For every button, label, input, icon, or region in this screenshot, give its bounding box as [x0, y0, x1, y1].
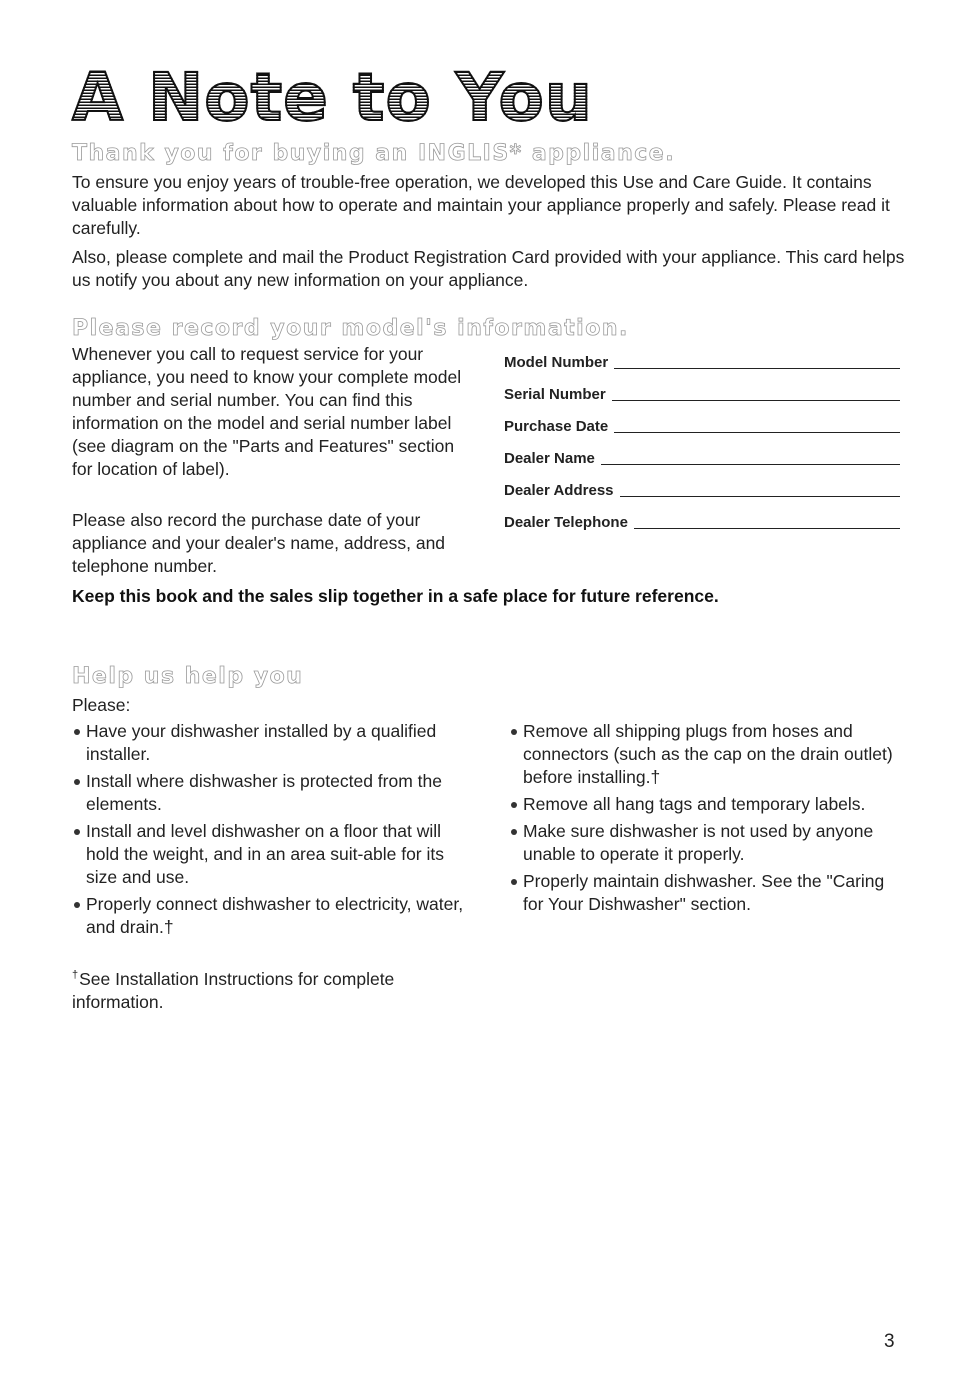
purchase-date-field[interactable]	[504, 405, 900, 437]
list-item-text: Have your dishwasher installed by a qualified installer.	[86, 721, 437, 764]
footnote-text: See Installation Instructions for complete information.	[72, 969, 395, 1012]
dealer-address-field[interactable]	[504, 469, 900, 501]
purchase-paragraph: Please also record the purchase date of your appliance and your dealer's name, address, and telephone number.	[72, 510, 446, 576]
list-item-text: Properly connect dishwasher to electricity, water, and drain.†	[86, 894, 464, 937]
field-line	[620, 495, 901, 497]
list-item-text: Install and level dishwasher on a floor that will hold the weight, and in an area suit-able for its size and use.	[86, 821, 444, 887]
list-item	[509, 793, 909, 816]
record-paragraph: Whenever you call to request service for your appliance, you need to know your complete model number and serial number. You can find this information on the model and serial number label (see diagram on the "Parts and Features" section for location of label).	[72, 344, 462, 479]
page-title: A Note to You	[72, 59, 593, 136]
list-item	[72, 770, 472, 816]
field-line	[634, 527, 900, 529]
field-line	[614, 431, 900, 433]
field-label: Purchase Date	[504, 418, 609, 435]
field-line	[614, 367, 900, 369]
field-line	[601, 463, 900, 465]
list-item	[72, 893, 472, 939]
intro-paragraph: To ensure you enjoy years of trouble-free operation, we developed this Use and Care Guide. It contains valuable information about how to operate and maintain your appliance properly and safely. Please read it carefully.	[72, 172, 890, 238]
dealer-name-field[interactable]	[504, 437, 900, 469]
bullet-icon	[511, 729, 517, 735]
list-item-text: Remove all shipping plugs from hoses and connectors (such as the cap on the drain outlet) before installing.†	[523, 721, 893, 787]
registration-paragraph: Also, please complete and mail the Product Registration Card provided with your appliance. This card helps us notify you about any new information on your appliance.	[72, 247, 905, 290]
bullet-icon	[74, 729, 80, 735]
list-item	[509, 720, 909, 789]
list-item-text: Make sure dishwasher is not used by anyone unable to operate it properly.	[523, 821, 874, 864]
model-number-field[interactable]	[504, 341, 900, 373]
list-item	[72, 720, 472, 766]
list-item-text: Install where dishwasher is protected from the elements.	[86, 771, 442, 814]
bullet-icon	[74, 779, 80, 785]
field-line	[612, 399, 900, 401]
page-number: 3	[884, 1331, 895, 1352]
field-label: Dealer Name	[504, 450, 595, 467]
dealer-telephone-field[interactable]	[504, 501, 900, 533]
bullet-icon	[511, 802, 517, 808]
list-item-text: Properly maintain dishwasher. See the "Caring for Your Dishwasher" section.	[523, 871, 885, 914]
footnote	[72, 968, 472, 1014]
help-intro: Please:	[72, 695, 131, 715]
serial-number-field[interactable]	[504, 373, 900, 405]
record-heading: Please record your model's information.	[72, 316, 629, 341]
record-form	[504, 341, 900, 533]
bullet-icon	[74, 902, 80, 908]
field-label: Dealer Telephone	[504, 514, 628, 531]
bullet-icon	[511, 879, 517, 885]
list-item-text: Remove all hang tags and temporary labels.	[523, 794, 866, 814]
thank-you-heading: Thank you for buying an INGLIS* appliance.	[72, 141, 676, 166]
field-label: Serial Number	[504, 386, 606, 403]
dagger-mark: †	[72, 969, 79, 982]
bullet-icon	[511, 829, 517, 835]
help-heading: Help us help you	[72, 664, 304, 689]
field-label: Model Number	[504, 354, 609, 371]
keep-book-note: Keep this book and the sales slip together in a safe place for future reference.	[72, 586, 719, 606]
help-list-right	[509, 720, 909, 920]
help-list-left	[72, 720, 472, 943]
list-item	[509, 820, 909, 866]
bullet-icon	[74, 829, 80, 835]
list-item	[72, 820, 472, 889]
list-item	[509, 870, 909, 916]
field-label: Dealer Address	[504, 482, 614, 499]
